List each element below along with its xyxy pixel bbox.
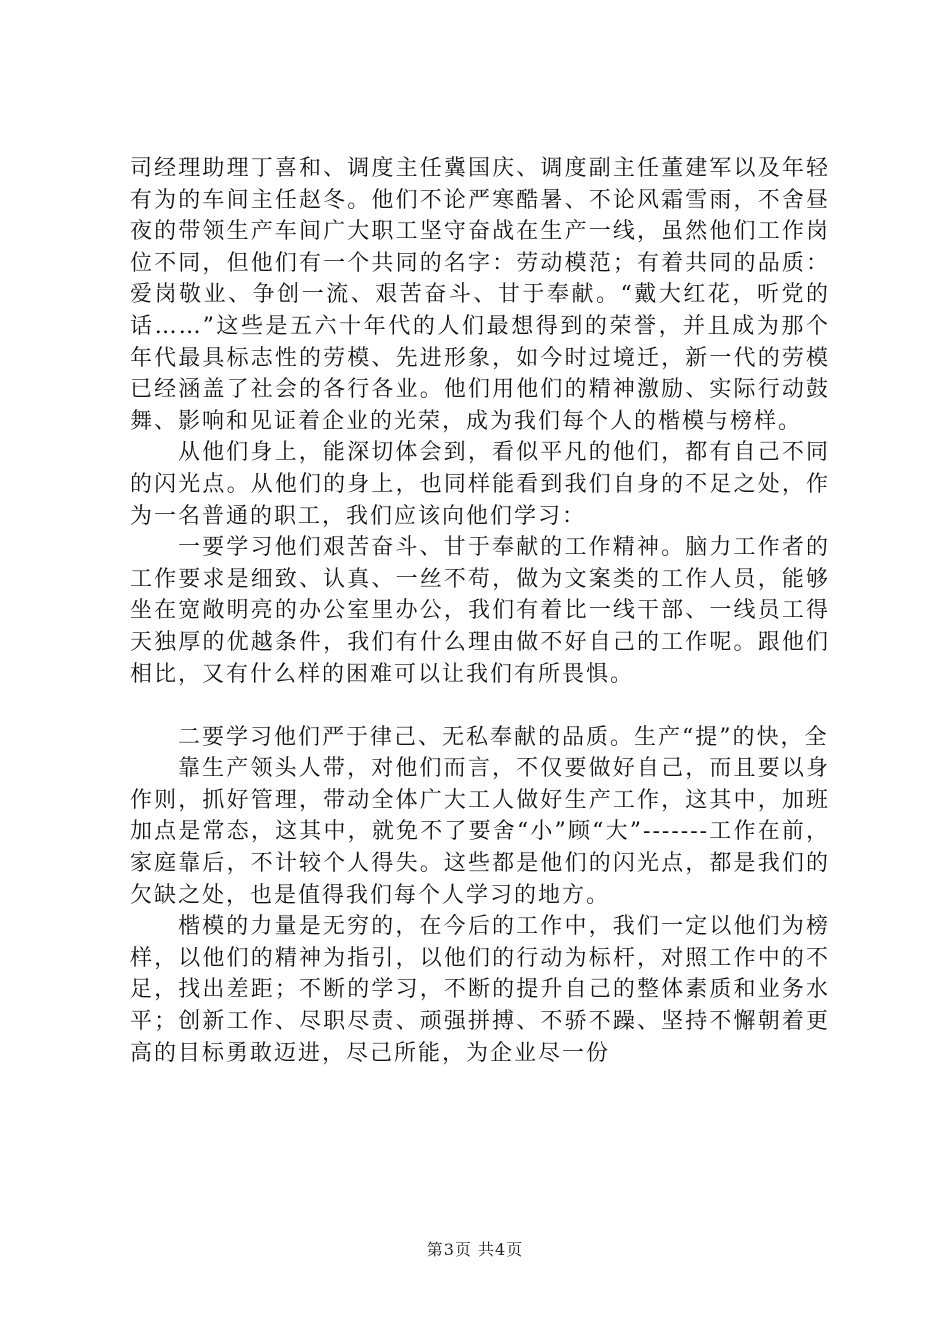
paragraph-3: 一要学习他们艰苦奋斗、甘于奉献的工作精神。脑力工作者的工作要求是细致、认真、一丝不苟，做为文案类的工作人员，能够坐在宽敞明亮的办公室里办公，我们有着比一线干部、一线员工得天独厚的优越条件，我们有什么理由做不好自己的工作呢。跟他们相比，又有什么样的困难可以让我们有所畏惧。 <box>130 535 830 687</box>
paragraph-2: 从他们身上，能深切体会到，看似平凡的他们，都有自己不同的闪光点。从他们的身上，也同样能看到我们自身的不足之处，作为一名普通的职工，我们应该向他们学习： <box>130 440 830 529</box>
paragraph-6: 楷模的力量是无穷的，在今后的工作中，我们一定以他们为榜样，以他们的精神为指引，以他们的行动为标杆，对照工作中的不足，找出差距；不断的学习，不断的提升自己的整体素质和业务水平；创新工作、尽职尽责、顽强拼搏、不骄不躁、坚持不懈朝着更高的目标勇敢迈进，尽己所能，为企业尽一份 <box>130 914 830 1066</box>
document-body <box>130 153 830 1069</box>
page-number-footer: 第3页 共4页 <box>426 1240 524 1259</box>
paragraph-5: 靠生产领头人带，对他们而言，不仅要做好自己，而且要以身作则，抓好管理，带动全体广大工人做好生产工作，这其中，加班加点是常态，这其中，就免不了要舍“小”顾“大”-------工作在前，家庭靠后，不计较个人得失。这些都是他们的闪光点，都是我们的欠缺之处，也是值得我们每个人学习的地方。 <box>130 756 830 908</box>
paragraph-1: 司经理助理丁喜和、调度主任冀国庆、调度副主任董建军以及年轻有为的车间主任赵冬。他们不论严寒酷暑、不论风霜雪雨，不舍昼夜的带领生产车间广大职工坚守奋战在生产一线，虽然他们工作岗位不同，但他们有一个共同的名字：劳动模范；有着共同的品质：爱岗敬业、争创一流、艰苦奋斗、甘于奉献。“戴大红花，听党的话……”这些是五六十年代的人们最想得到的荣誉，并且成为那个年代最具标志性的劳模、先进形象，如今时过境迁，新一代的劳模已经涵盖了社会的各行各业。他们用他们的精神激励、实际行动鼓舞、影响和见证着企业的光荣，成为我们每个人的楷模与榜样。 <box>130 156 830 434</box>
paragraph-4: 二要学习他们严于律己、无私奉献的品质。生产“提”的快，全 <box>178 724 829 750</box>
